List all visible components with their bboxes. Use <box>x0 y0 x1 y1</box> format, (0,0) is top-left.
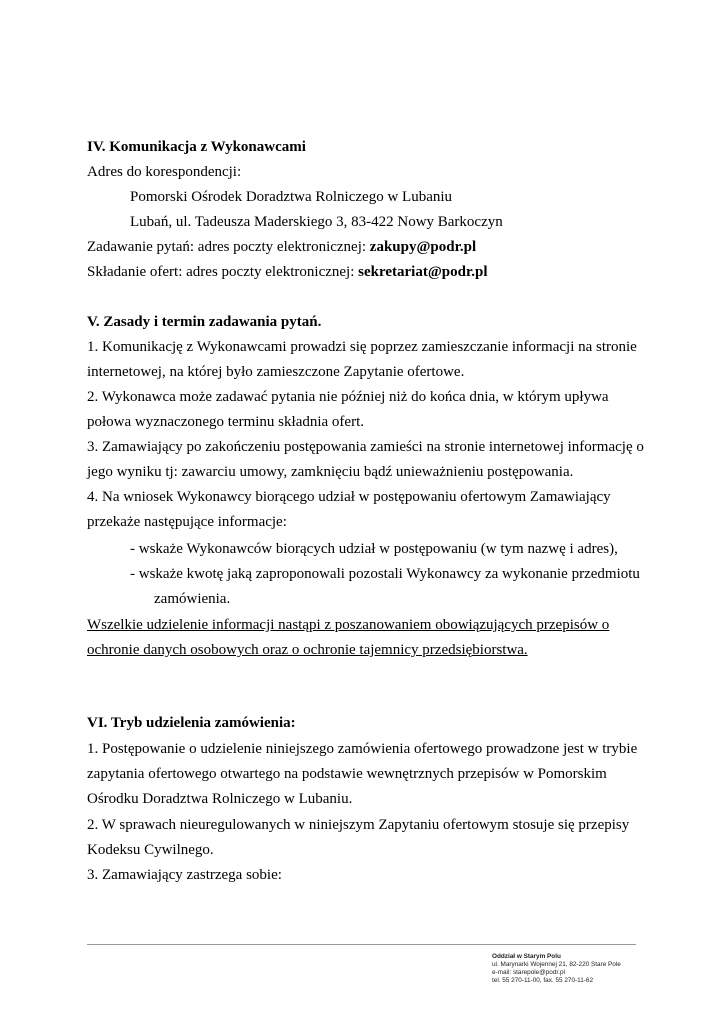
section-4-heading: IV. Komunikacja z Wykonawcami <box>87 139 306 155</box>
questions-text: Zadawanie pytań: adres poczty elektronicznej: <box>87 239 370 255</box>
bullet-line: - wskaże kwotę jaką zaproponowali pozostali Wykonawcy za wykonanie przedmiotu <box>130 566 640 582</box>
offers-text: Składanie ofert: adres poczty elektronicznej: <box>87 264 359 280</box>
paragraph-line: 2. W sprawach nieuregulowanych w niniejszym Zapytaniu ofertowym stosuje się przepisy <box>87 817 630 833</box>
bullet-continuation: zamówienia. <box>154 591 231 607</box>
paragraph-line: Ośrodku Doradztwa Rolniczego w Lubaniu. <box>87 791 353 807</box>
offers-email-link[interactable]: sekretariat@podr.pl <box>358 264 488 280</box>
footer-contact <box>492 953 621 985</box>
paragraph-line: przekaże następujące informacje: <box>87 514 287 530</box>
paragraph-line: jego wyniku tj: zawarciu umowy, zamknięciu bądź unieważnieniu postępowania. <box>87 464 574 480</box>
footer-phone: tel. 55 270-11-00, fax. 55 270-11-62 <box>492 977 594 984</box>
paragraph-line: internetowej, na której było zamieszczone Zapytanie ofertowe. <box>87 364 465 380</box>
paragraph-line: 4. Na wniosek Wykonawcy biorącego udział w postępowaniu ofertowym Zamawiający <box>87 489 611 505</box>
bullet-line: - wskaże Wykonawców biorących udział w postępowaniu (w tym nazwę i adres), <box>130 541 618 557</box>
offers-line <box>87 263 488 281</box>
paragraph-line: zapytania ofertowego otwartego na podstawie wewnętrznych przepisów w Pomorskim <box>87 766 607 782</box>
paragraph-line: 3. Zamawiający po zakończeniu postępowania zamieści na stronie internetowej informację o <box>87 439 644 455</box>
underlined-note-line: Wszelkie udzielenie informacji nastąpi z poszanowaniem obowiązujących przepisów o <box>87 617 610 633</box>
underlined-note-line: ochronie danych osobowych oraz o ochronie tajemnicy przedsiębiorstwa. <box>87 642 528 658</box>
section-6-heading: VI. Tryb udzielenia zamówienia: <box>87 715 296 731</box>
footer-divider <box>87 944 636 945</box>
section-5-heading: V. Zasady i termin zadawania pytań. <box>87 314 322 330</box>
paragraph-line: Kodeksu Cywilnego. <box>87 842 214 858</box>
footer-title: Oddział w Starym Polu <box>492 953 561 960</box>
footer-email: e-mail: starepole@podr.pl <box>492 969 565 976</box>
questions-email-link[interactable]: zakupy@podr.pl <box>369 239 477 255</box>
address-line-1: Pomorski Ośrodek Doradztwa Rolniczego w Lubaniu <box>130 189 453 205</box>
paragraph-line: połowa wyznaczonego terminu składnia ofert. <box>87 414 364 430</box>
footer-address: ul. Marynarki Wojennej 21, 82-220 Stare Pole <box>492 961 621 968</box>
address-label: Adres do korespondencji: <box>87 164 242 180</box>
paragraph-line: 2. Wykonawca może zadawać pytania nie później niż do końca dnia, w którym upływa <box>87 389 609 405</box>
address-line-2: Lubań, ul. Tadeusza Maderskiego 3, 83-422 Nowy Barkoczyn <box>130 214 503 230</box>
paragraph-line: 1. Komunikację z Wykonawcami prowadzi się poprzez zamieszczanie informacji na stronie <box>87 339 637 355</box>
paragraph-line: 1. Postępowanie o udzielenie niniejszego zamówienia ofertowego prowadzone jest w trybie <box>87 741 638 757</box>
paragraph-line: 3. Zamawiający zastrzega sobie: <box>87 867 282 883</box>
questions-line <box>87 238 476 256</box>
